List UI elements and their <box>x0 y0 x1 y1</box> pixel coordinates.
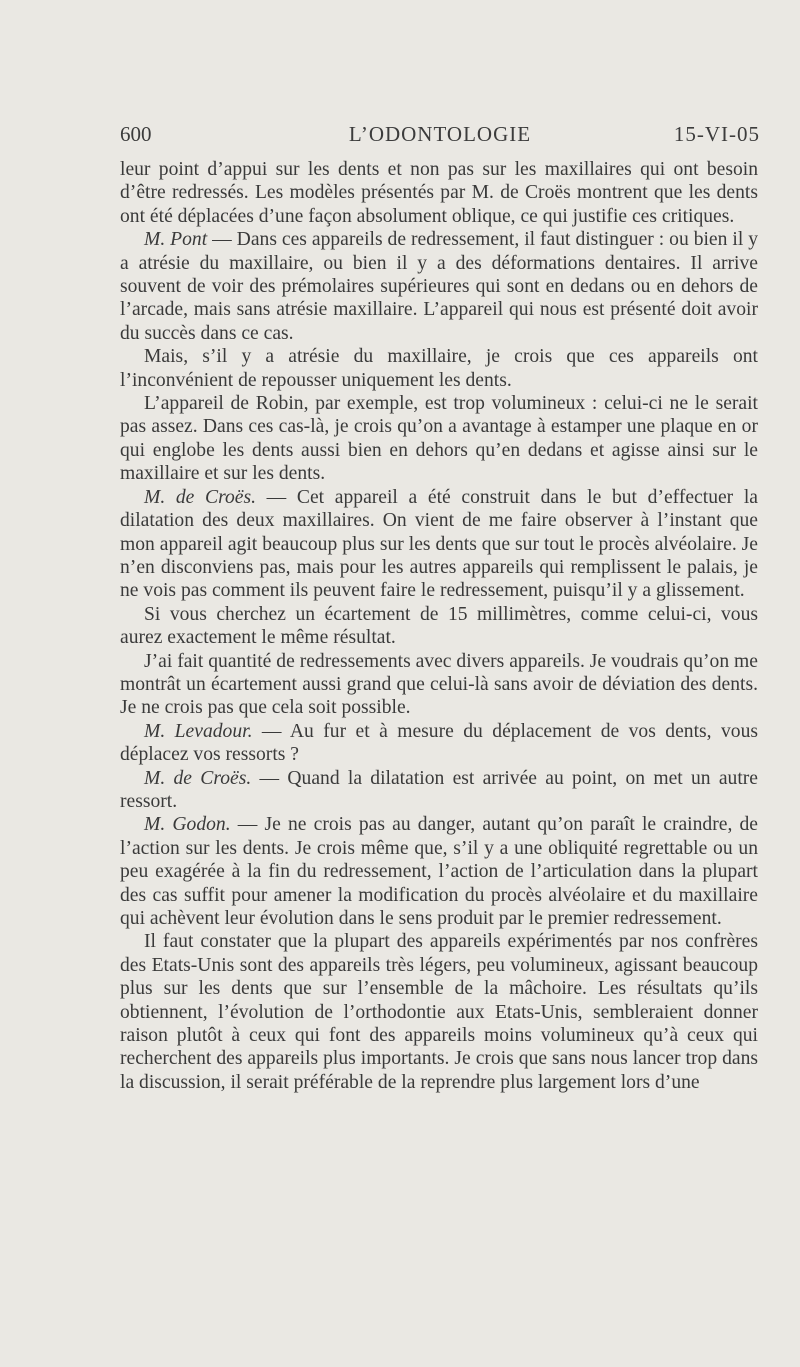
paragraph <box>120 158 758 228</box>
speaker-name: M. de Croës. <box>144 767 252 789</box>
paragraph-text: Mais, s’il y a atrésie du maxillaire, je crois que ces appareils ont l’inconvénient de repousser uniquement les dents. <box>120 346 758 391</box>
running-header <box>120 122 760 152</box>
speaker-name: M. de Croës. <box>144 486 257 508</box>
paragraph-text: — Au fur et à mesure du déplacement de vos dents, vous déplacez vos ressorts ? <box>120 720 758 766</box>
paragraph <box>120 345 758 392</box>
paragraph <box>120 392 758 486</box>
page-number: 600 <box>120 122 152 146</box>
paragraph <box>120 767 758 814</box>
speaker-name: M. Levadour. <box>144 720 253 742</box>
paragraph-text: — Cet appareil a été construit dans le but d’effectuer la dilatation des deux maxillaires. On vient de me faire observer à l’instant que mon appareil agit beaucoup plus sur les dents que sur tout le procès alvéolaire. Je n’en disconviens pas, mais pour les autres appareils qui remplissent le palais, je ne vois pas comment ils peuvent faire le redressement, puisqu’il y a glissement. <box>120 486 759 602</box>
paragraph <box>120 603 758 650</box>
paragraph-text: L’appareil de Robin, par exemple, est trop volumineux : celui-ci ne le serait pas assez. Dans ces cas-là, je crois qu’on a avantage à estamper une plaque en or qui englobe les dents aussi bien en dehors qu’en dedans et agisse ainsi sur le maxillaire et sur les dents. <box>120 393 758 485</box>
paragraph <box>120 228 758 345</box>
paragraph-text: — Je ne crois pas au danger, autant qu’on paraît le craindre, de l’action sur les dents. Je crois même que, s’il y a une obliquité regrettable ou un peu exagérée à la fin du redressement, l’action de l’articulation dans la plupart des cas suffit pour amener la modification du procès alvéolaire et du maxillaire qui achèvent leur évolution dans le sens produit par le premier redressement. <box>120 814 758 929</box>
paragraph <box>120 650 758 720</box>
paragraph-text: — Quand la dilatation est arrivée au point, on met un autre ressort. <box>120 767 758 812</box>
paragraph <box>120 720 758 767</box>
paragraph-text: leur point d’appui sur les dents et non pas sur les maxillaires qui ont besoin d’être redressés. Les modèles présentés par M. de Croës montrent que les dents ont été déplacées d’une façon absolument oblique, ce qui justifie ces critiques. <box>120 159 758 227</box>
paragraph-text: Si vous cherchez un écartement de 15 millimètres, comme celui-ci, vous aurez exactement le même résultat. <box>120 603 758 649</box>
speaker-name: M. Godon. <box>144 814 231 836</box>
journal-title: L’ODONTOLOGIE <box>348 122 532 146</box>
paragraph <box>120 813 758 930</box>
paragraph <box>120 930 758 1094</box>
speaker-name: M. Pont <box>144 229 208 251</box>
paragraph-text: Il faut constater que la plupart des appareils expérimentés par nos confrères des Etats-Unis sont des appareils très légers, peu volumineux, agissant beaucoup plus sur les dents que sur l’ensemble de la mâchoire. Les résultats qu’ils obtiennent, l’évolution de l’orthodontie aux Etats-Unis, sembleraient donner raison plutôt à ceux qui font des appareils moins volumineux qu’à ceux qui recherchent des appareils plus importants. Je crois que sans nous lancer trop dans la discussion, il serait préférable de la reprendre plus largement lors d’une <box>120 931 758 1093</box>
issue-date: 15-VI-05 <box>673 122 760 146</box>
paragraph-text: J’ai fait quantité de redressements avec divers appareils. Je voudrais qu’on me montrât un écartement aussi grand que celui-là sans avoir de déviation des dents. Je ne crois pas que cela soit possible. <box>120 650 758 719</box>
paragraph <box>120 486 758 603</box>
paragraph-text: — Dans ces appareils de redressement, il faut distinguer : ou bien il y a atrésie du maxillaire, ou bien il y a des déformations dentaires. Il arrive souvent de voir des prémolaires supérieures qui sont en dedans ou en dehors de l’arcade, mais sans atrésie maxillaire. L’appareil qui nous est présenté doit avoir du succès dans ce cas. <box>120 229 759 344</box>
body-text <box>120 158 758 1094</box>
